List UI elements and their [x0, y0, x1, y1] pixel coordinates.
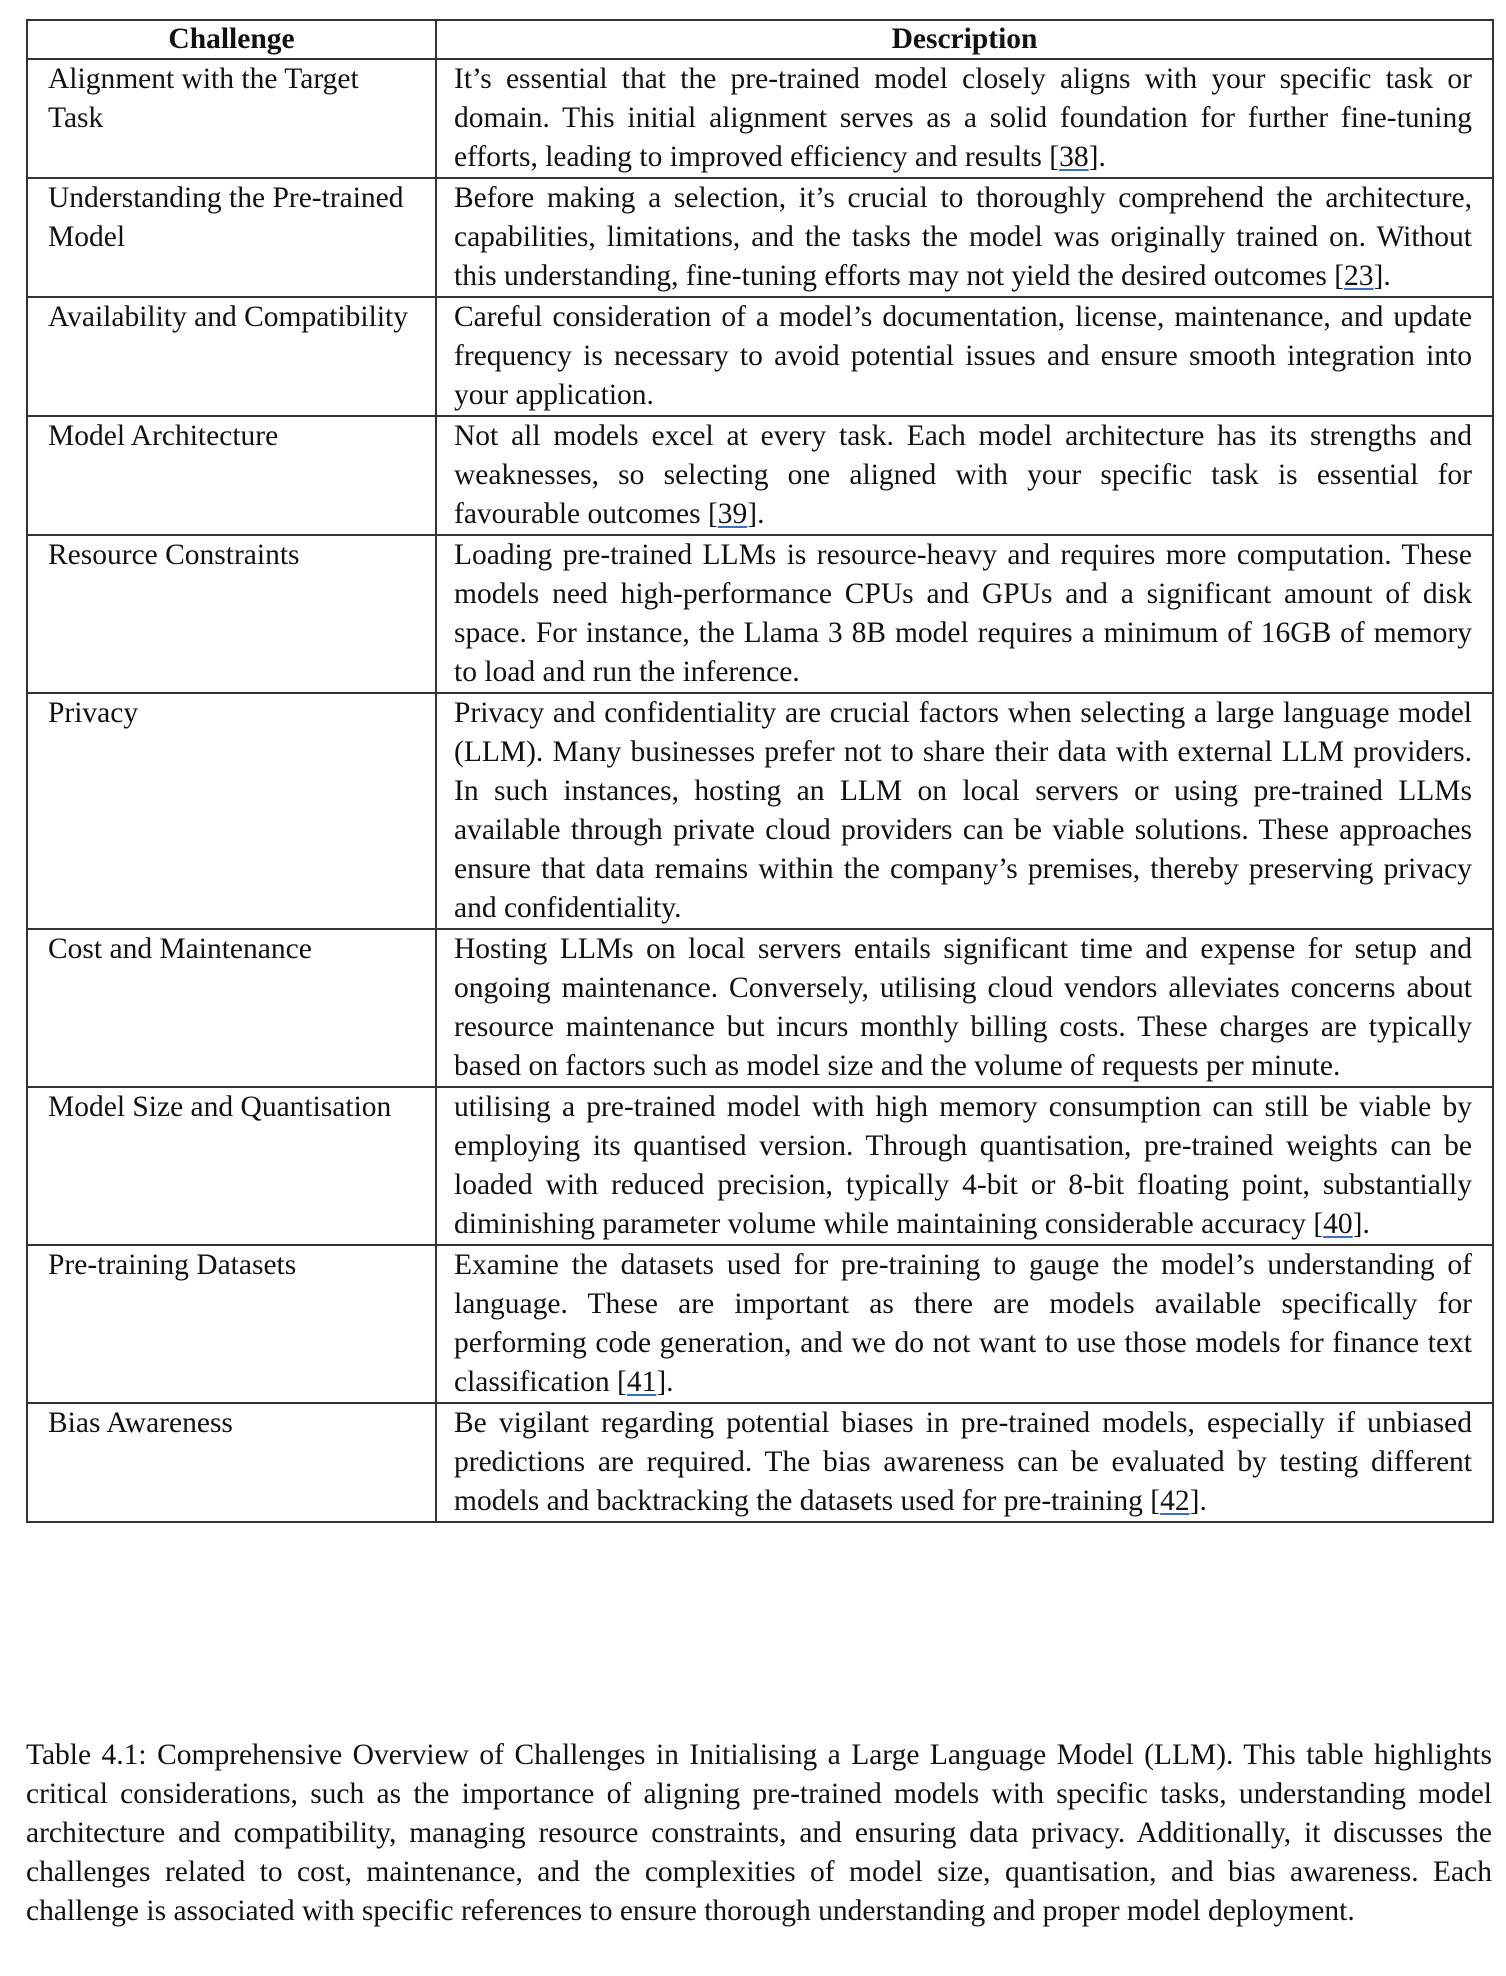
description-text: Careful consideration of a model’s documentation, license, maintenance, and update frequency is necessary to avoid potential issues and ensure smooth integration into your application. — [454, 301, 1472, 411]
citation-link[interactable]: 39 — [717, 498, 748, 530]
header-description: Description — [436, 20, 1493, 59]
description-cell — [436, 1087, 1493, 1245]
table-row — [27, 416, 1493, 535]
citation-link[interactable]: 40 — [1323, 1208, 1353, 1240]
table-row — [27, 59, 1493, 178]
citation-link[interactable]: 38 — [1059, 141, 1089, 173]
citation: [41]. — [617, 1366, 674, 1398]
citation: [40]. — [1313, 1208, 1370, 1240]
table-row — [27, 693, 1493, 929]
citation: [38]. — [1049, 141, 1106, 173]
description-cell — [436, 693, 1493, 929]
description-cell — [436, 535, 1493, 693]
description-text: It’s essential that the pre-trained model closely aligns with your specific task or domain. This initial alignment serves as a solid foundation for further fine-tuning efforts, leading to improved efficiency and results — [454, 63, 1472, 173]
trailing-punct: . — [1098, 141, 1106, 173]
challenges-table — [26, 19, 1494, 1523]
challenge-cell: Alignment with the Target Task — [27, 59, 436, 178]
description-text: Loading pre-trained LLMs is resource-heavy and requires more computation. These models need high-performance CPUs and GPUs and a significant amount of disk space. For instance, the Llama 3 8B model requires a minimum of 16GB of memory to load and run the inference. — [454, 539, 1472, 688]
description-cell — [436, 416, 1493, 535]
table-row — [27, 535, 1493, 693]
description-text: Hosting LLMs on local servers entails significant time and expense for setup and ongoing maintenance. Conversely, utilising cloud vendors alleviates concerns about resource maintenance but incurs monthly billing costs. These charges are typically based on factors such as model size and the volume of requests per minute. — [454, 933, 1472, 1082]
citation: [39]. — [707, 498, 765, 530]
challenge-cell: Cost and Maintenance — [27, 929, 436, 1087]
challenge-cell: Bias Awareness — [27, 1403, 436, 1522]
citation-link[interactable]: 42 — [1160, 1485, 1190, 1517]
trailing-punct: . — [1199, 1485, 1207, 1517]
trailing-punct: . — [666, 1366, 674, 1398]
challenge-cell: Pre-training Datasets — [27, 1245, 436, 1403]
trailing-punct: . — [1362, 1208, 1370, 1240]
table-caption — [26, 1736, 1492, 1931]
trailing-punct: . — [1383, 260, 1391, 292]
citation-link[interactable]: 23 — [1344, 260, 1374, 292]
description-cell — [436, 59, 1493, 178]
description-text: Before making a selection, it’s crucial to thoroughly comprehend the architecture, capabilities, limitations, and the tasks the model was originally trained on. Without this understanding, fine-tuning efforts may not yield the desired outcomes — [454, 182, 1472, 292]
table-row — [27, 297, 1493, 416]
description-cell — [436, 929, 1493, 1087]
table-row — [27, 1245, 1493, 1403]
description-cell — [436, 297, 1493, 416]
description-text: Examine the datasets used for pre-training to gauge the model’s understanding of language. These are important as there are models available specifically for performing code generation, and we do not want to use those models for finance text classification — [454, 1249, 1472, 1398]
challenge-cell: Model Architecture — [27, 416, 436, 535]
table-row — [27, 1403, 1493, 1522]
challenge-cell: Understanding the Pre-trained Model — [27, 178, 436, 297]
citation-link[interactable]: 41 — [626, 1366, 657, 1398]
citation: [42]. — [1150, 1485, 1207, 1517]
caption-label: Table 4.1: — [26, 1739, 147, 1771]
description-text: Privacy and confidentiality are crucial factors when selecting a large language model (LLM). Many businesses prefer not to share their data with external LLM providers. In such instances, hosting an LLM on local servers or using pre-trained LLMs available through private cloud providers can be viable solutions. These approaches ensure that data remains within the company’s premises, thereby preserving privacy and confidentiality. — [454, 697, 1472, 924]
table-body — [27, 59, 1493, 1522]
header-challenge: Challenge — [27, 20, 436, 59]
citation: [23]. — [1334, 260, 1391, 292]
challenge-cell: Model Size and Quantisation — [27, 1087, 436, 1245]
description-cell — [436, 178, 1493, 297]
description-text: Not all models excel at every task. Each model architecture has its strengths and weaknesses, so selecting one aligned with your specific task is essential for favourable outcomes — [454, 420, 1472, 530]
description-text: Be vigilant regarding potential biases in pre-trained models, especially if unbiased predictions are required. The bias awareness can be evaluated by testing different models and backtracking the datasets used for pre-training — [454, 1407, 1472, 1517]
table-row — [27, 1087, 1493, 1245]
description-text: utilising a pre-trained model with high memory consumption can still be viable by employing its quantised version. Through quantisation, pre-trained weights can be loaded with reduced precision, typically 4-bit or 8-bit floating point, substantially diminishing parameter volume while maintaining considerable accuracy — [454, 1091, 1472, 1240]
challenge-cell: Resource Constraints — [27, 535, 436, 693]
challenge-cell: Privacy — [27, 693, 436, 929]
description-cell — [436, 1403, 1493, 1522]
header-row — [27, 20, 1493, 59]
challenge-cell: Availability and Compatibility — [27, 297, 436, 416]
table-row — [27, 178, 1493, 297]
trailing-punct: . — [757, 498, 765, 530]
table-row — [27, 929, 1493, 1087]
description-cell — [436, 1245, 1493, 1403]
caption-text: Comprehensive Overview of Challenges in Initialising a Large Language Model (LLM). This table highlights critical considerations, such as the importance of aligning pre-trained models with specific tasks, understanding model architecture and compatibility, managing resource constraints, and ensuring data privacy. Additionally, it discusses the challenges related to cost, maintenance, and the complexities of model size, quantisation, and bias awareness. Each challenge is associated with specific references to ensure thorough understanding and proper model deployment. — [26, 1739, 1492, 1927]
